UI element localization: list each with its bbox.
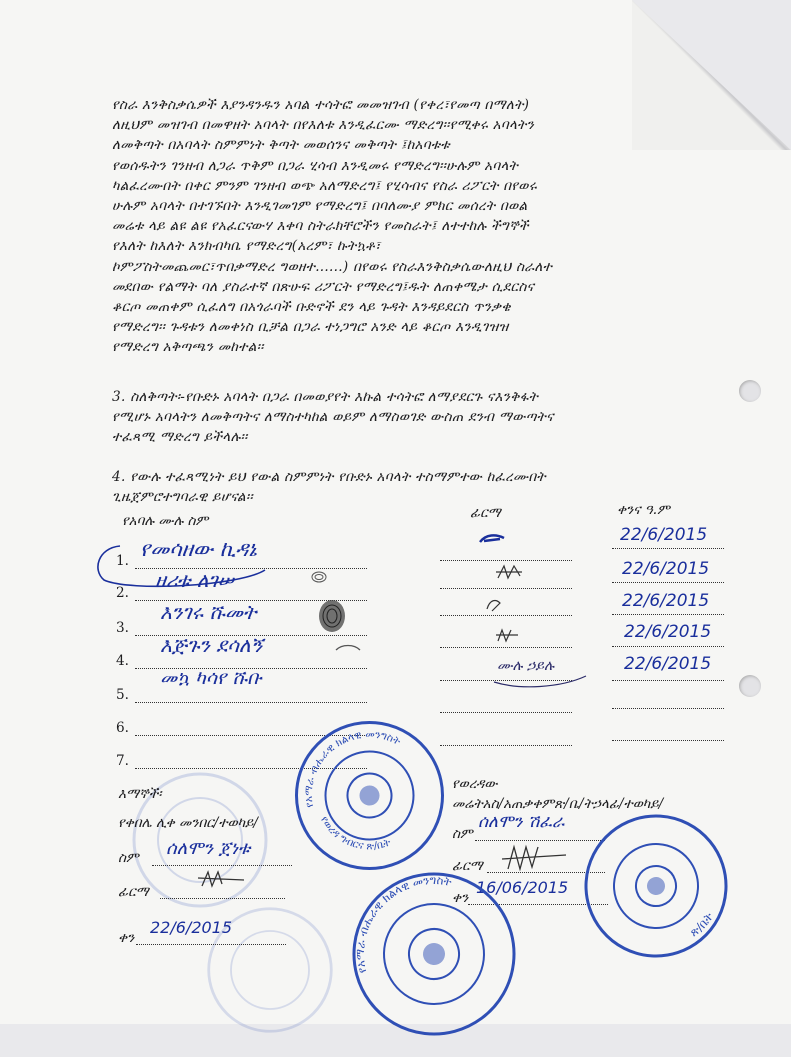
witness-date: 22/6/2015	[150, 918, 233, 937]
witness-signature-mark	[196, 868, 248, 890]
row-number: 7.	[116, 753, 129, 769]
signing-date: 22/6/2015	[624, 622, 712, 642]
witness-date-label: ቀን	[118, 930, 135, 946]
member-name: የመሳዘው ኪዳኔ	[140, 537, 257, 561]
punch-hole-top	[739, 380, 761, 402]
approver-title: መሬትአስ/አጠቃቀምጽ/ቤ/ትኃላፊ/ተወካይ/	[452, 796, 664, 812]
date-line	[612, 582, 724, 583]
witnesses-heading: እማኞች፡	[118, 786, 162, 802]
row-number: 6.	[116, 720, 129, 736]
signing-date: 22/6/2015	[622, 559, 710, 579]
approver-name-label: ስም	[452, 826, 473, 842]
date-line	[612, 646, 724, 647]
date-line	[612, 680, 724, 681]
signature-line	[440, 560, 572, 561]
row-number: 3.	[116, 620, 129, 636]
signature-line	[440, 745, 572, 746]
receiver-title: የቀበሌ ሊቀ መንበር/ተወካይ/	[118, 815, 258, 831]
row-number: 1.	[116, 553, 129, 569]
signature-line	[440, 712, 572, 713]
punch-hole-bottom	[739, 675, 761, 697]
witness-name-line	[152, 865, 292, 866]
approver-sign-label: ፊርማ	[452, 858, 483, 874]
witness-sign-line	[160, 898, 285, 899]
row-number: 5.	[116, 687, 129, 703]
approver-name: ሰለሞን ሽፈራ	[478, 812, 565, 832]
member-name: መኳ ካሳየ ሹቡ	[160, 667, 262, 689]
approver-date-label: ቀን	[452, 890, 469, 906]
signature-line	[440, 588, 572, 589]
row-number: 2.	[116, 585, 129, 601]
date-line	[612, 548, 724, 549]
member-name: ዘሪቱ ለገሠ	[155, 568, 234, 592]
thumbprint-small	[334, 642, 362, 654]
svg-text:የአማራ ብሔራዊ ክልላዊ መንግስት: የአማራ ብሔራዊ ክልላዊ መንግስት	[352, 872, 453, 975]
svg-text:የወረዳ ግብርና ጽ/ቤት: የወረዳ ግብርና ጽ/ቤት	[318, 814, 393, 853]
witness-name-label: ስም	[118, 850, 139, 866]
signing-date: 22/6/2015	[622, 591, 710, 611]
date-line	[612, 740, 724, 741]
row-number: 4.	[116, 653, 129, 669]
signature-mark	[494, 627, 520, 645]
date-line	[612, 708, 724, 709]
approver-heading: የወረዳው	[452, 776, 498, 792]
svg-text:የአማራ ብሔራዊ ክልላዊ መንግስት: የአማራ ብሔራዊ ክልላዊ መንግስት	[302, 728, 403, 809]
thumbprint-small	[310, 570, 328, 584]
signature-name: ሙሉ ኃይሉ	[497, 658, 555, 674]
approver-date: 16/06/2015	[476, 878, 569, 897]
approver-signature-mark	[500, 843, 570, 873]
clause-4: 4. የውሉ ተፈጻሚነት ይህ የውል ስምምነት የቡድኑ አባላት ተስማምተው ከፈረሙበት ጊዜጀምሮተግባራዊ ይሆናል፡፡	[112, 469, 546, 506]
date-line	[612, 614, 724, 615]
name-line	[135, 702, 367, 703]
column-header-signature: ፊርማ	[470, 505, 501, 521]
signing-date: 22/6/2015	[624, 654, 712, 674]
column-header-name: የአባሉ ሙሉ ስም	[122, 513, 209, 529]
signing-date: 22/6/2015	[620, 525, 708, 545]
signature-underline	[490, 672, 590, 692]
approver-name-line	[475, 840, 605, 841]
signature-mark	[484, 597, 504, 613]
body-paragraph: የስራ እንቅስቃሴዎች እያንዳንዱን አባል ተሳትፎ መመዝገብ (የቀረ፣የመጣ በማለት) ለዚህም መዝገብ በመዋዘት አባላት በየእለቱ እንዲፈርሙ ማድረግ፡፡የሚቀሩ አባላትን ለመቅጣት በአባላት ስምምነት ቅጣት መወሰንና መቅጣት ፤ከአባቱቱ የወሰዱትን ገንዘብ ለጋራ ጥቅም በጋራ ሂሳብ እንዲመሩ የማድረግ፡፡ሁሉም አባላት ካልፈረሙበት በቀር ምንም ገንዘብ ወጭ አለማድረግ፤ የሂሳብና የስራ ሪፖርት በየወሩ ሁሉም አባላት በተገኙበት እንዲገመገም የማድረግ፤ በባለሙያ ምክር መሰረት በወል መሬቱ ላይ ልዩ ልዩ የአፈርናውሃ እቀባ ስትራክቸሮችን የመስራት፤ ለተተከሉ ችግኞች የእለት ከእለት እንክብካቤ የማድረግ(አረም፣ ኩትኳቶ፣ ኮምፖስትመጨመር፣ጥበቃማድረ ግወዘተ......) በየወሩ የስራእንቅስቃሴውለዚህ ስራለተ መደበው የልማት ባለ ያስራተኛ በጽሁፍ ሪፖርት የማድረግ፤ዱት ለጠቀሜታ ሲደርስና ቆርጦ መጠቀም ሲፈለግ በአጎራባች ቡድኖች ደን ላይ ጉዳት እንዳይደርስ ጥንቃቄ የማድረግ፡፡ ጉዳቱን ለመቀነስ ቢቻል በጋራ ተነጋግሮ አንድ ላይ ቆርጦ እንዲገዝዝ የማድረግ አቅጣጫን መከተል፡፡	[112, 97, 553, 356]
witness-sign-label: ፊርማ	[118, 884, 149, 900]
signature-line	[440, 647, 572, 648]
witness-date-line	[136, 944, 286, 945]
svg-text:ጽ/ቤት: ጽ/ቤት	[686, 909, 717, 940]
column-header-date: ቀንና ዓ.ም	[617, 502, 670, 518]
signature-mark	[478, 532, 506, 546]
member-name: እጅጉን ደሳለኝ	[160, 633, 263, 657]
signature-line	[440, 615, 572, 616]
signature-mark	[494, 562, 524, 582]
witness-name: ሰለሞን ጀነቱ	[166, 838, 251, 859]
member-name: እንገሩ ሹመት	[160, 600, 257, 624]
thumbprint	[316, 598, 348, 634]
clause-3: 3. ስለቅጣት፡-የቡድኑ አባላት በጋራ በመወያየት እኩል ተሳትፎ ለማያደርጉ ናእንቅፋት የሚሆኑ አባላትን ለመቅጣትና ለማስተካከል ወይም ለማስወገድ ውስጠ ደንብ ማውጣትና ተፈጻሚ ማድረግ ይችላሉ፡፡	[112, 389, 554, 446]
